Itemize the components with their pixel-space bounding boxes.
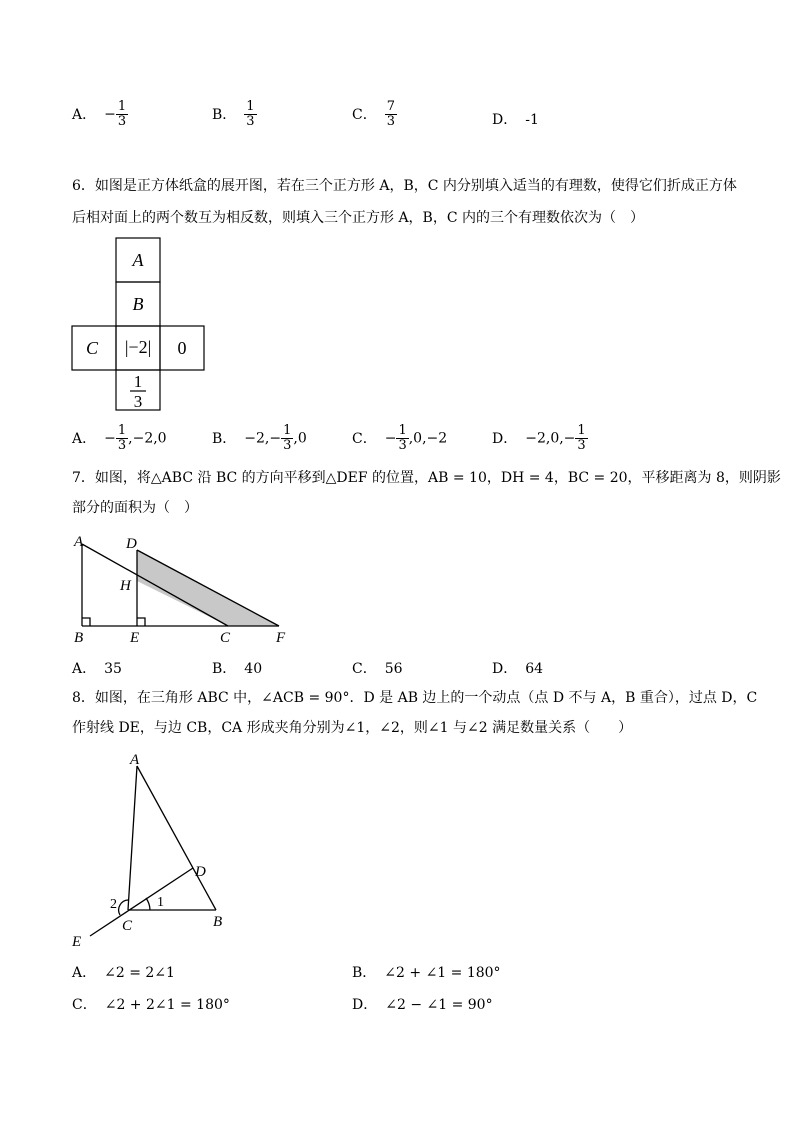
q6-option-d: D． −2,0,− $\frac{1}{3}$ (492, 423, 586, 453)
label-h: H (120, 578, 131, 594)
q6-text-line1: 6．如图是正方体纸盒的展开图，若在三个正方形 A，B，C 内分别填入适当的有理数，使得它们折成正方体 (72, 178, 737, 194)
segment-ac (82, 544, 228, 626)
ray-de (90, 868, 193, 936)
q8-option-c: C． ∠2 + 2∠1 = 180° (72, 997, 230, 1013)
label-angle-1: 1 (157, 895, 164, 910)
label-angle-2: 2 (110, 897, 117, 912)
q5-option-a: A． − $\frac{1}{3}$ (72, 99, 127, 129)
q5-option-d: D． -1 (492, 112, 539, 128)
q7-option-d: D． 64 (492, 661, 544, 677)
triangle-ray-figure (60, 748, 250, 953)
fraction: $\frac{1}{3}$ (577, 423, 586, 453)
translation-figure (60, 528, 310, 646)
q5-option-c: C． $\frac{7}{3}$ (352, 99, 395, 129)
q8-option-d: D． ∠2 − ∠1 = 90° (352, 997, 493, 1013)
q8-text-line2: 作射线 DE，与边 CB，CA 形成夹角分别为∠1，∠2，则∠1 与∠2 满足数量关系（ ） (72, 720, 633, 736)
q6-option-c: C． − $\frac{1}{3}$ ,0,−2 (352, 423, 448, 453)
q8-option-a: A． ∠2 = 2∠1 (72, 965, 175, 981)
label-f: F (276, 630, 286, 646)
fraction: $\frac{7}{3}$ (386, 99, 395, 129)
q8-text-line1: 8．如图，在三角形 ABC 中，∠ACB = 90°．D 是 AB 边上的一个动点（点 D 不与 A，B 重合），过点 D，C (72, 690, 758, 706)
net-label-zero: 0 (177, 338, 187, 358)
q7-text-line2: 部分的面积为（ ） (72, 500, 198, 516)
label-d: D (195, 864, 206, 880)
fraction: $\frac{1}{3}$ (283, 423, 292, 453)
label-d: D (126, 536, 137, 552)
segment-ab (137, 766, 216, 910)
q8-option-b: B． ∠2 + ∠1 = 180° (352, 965, 501, 981)
q6-option-a: A． − $\frac{1}{3}$ ,−2,0 (72, 423, 167, 453)
q6-option-b: B． −2,− $\frac{1}{3}$ ,0 (212, 423, 307, 453)
label-e: E (130, 630, 140, 646)
fraction: $\frac{1}{3}$ (117, 99, 127, 129)
q7-option-b: B． 40 (212, 661, 263, 677)
label-a: A (74, 534, 84, 550)
net-fraction-den: 3 (133, 392, 143, 411)
fraction: $\frac{1}{3}$ (246, 99, 255, 129)
fraction: $\frac{1}{3}$ (117, 423, 127, 453)
label-c: C (122, 918, 133, 934)
segment-ca (128, 766, 137, 910)
q7-text-line1: 7．如图，将△ABC 沿 BC 的方向平移到△DEF 的位置，AB = 10，DH = 4，BC = 20，平移距离为 8，则阴影 (72, 470, 781, 486)
net-label-abs: |−2| (124, 337, 152, 357)
label-c: C (220, 630, 231, 646)
fraction: $\frac{1}{3}$ (398, 423, 407, 453)
label-a: A (130, 752, 140, 768)
angle-arc-1 (146, 898, 150, 910)
q7-option-a: A． 35 (72, 661, 122, 677)
right-angle-mark-e (137, 618, 145, 626)
cube-net-figure (60, 232, 220, 412)
net-fraction-num: 1 (133, 372, 143, 391)
net-label-b: B (132, 294, 144, 314)
q5-option-b: B． $\frac{1}{3}$ (212, 99, 255, 129)
q6-text-line2: 后相对面上的两个数互为相反数，则填入三个正方形 A，B，C 内的三个有理数依次为（ ） (72, 210, 645, 226)
net-label-c: C (85, 338, 99, 358)
right-angle-mark-b (82, 618, 90, 626)
angle-arc-2 (119, 900, 129, 915)
net-label-a: A (132, 250, 144, 270)
q7-option-c: C． 56 (352, 661, 403, 677)
label-b: B (74, 630, 84, 646)
label-e: E (72, 934, 82, 950)
label-b: B (213, 914, 223, 930)
